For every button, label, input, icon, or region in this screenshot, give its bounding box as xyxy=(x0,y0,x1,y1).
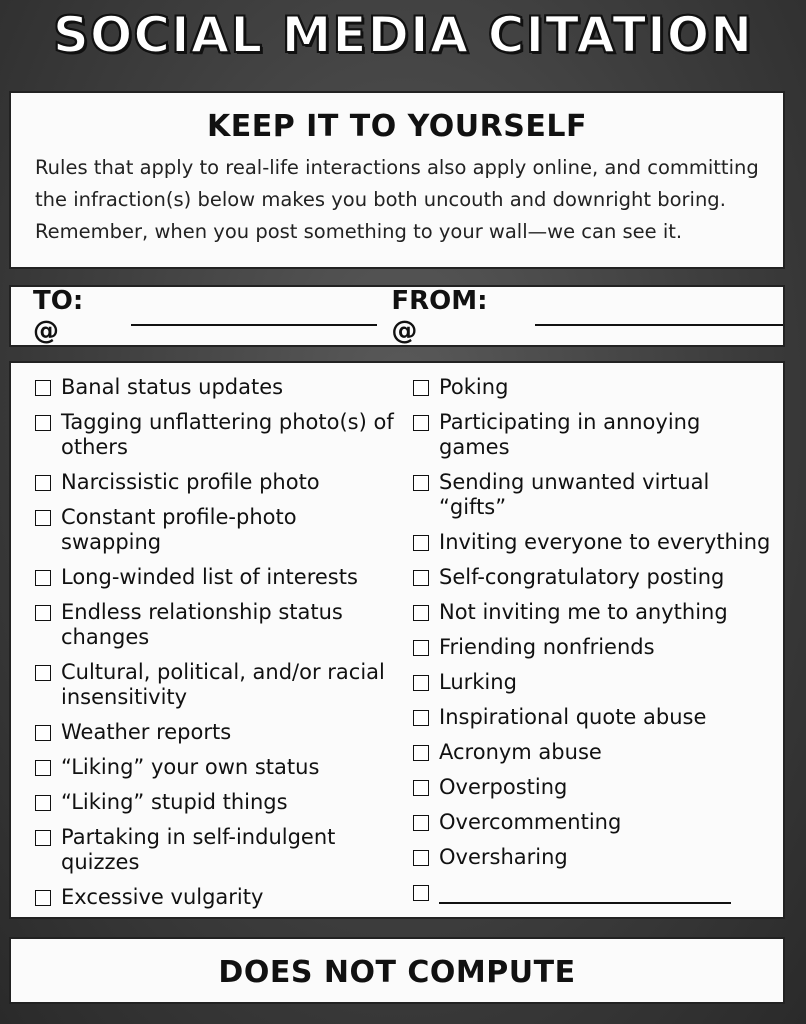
checklist-item-label: Not inviting me to anything xyxy=(439,600,728,624)
checklist-item[interactable] xyxy=(413,410,773,460)
checklist-item-label: Tagging unflattering photo(s) of others xyxy=(61,410,394,459)
checklist-item-label: Participating in annoying games xyxy=(439,410,701,459)
checklist-item-label: Oversharing xyxy=(439,845,568,869)
checklist-item-label: Excessive vulgarity xyxy=(61,885,264,909)
checklist-item-label: Banal status updates xyxy=(61,375,284,399)
checklist-item-label: Self-congratulatory posting xyxy=(439,565,725,589)
checklist-item[interactable] xyxy=(413,600,773,625)
from-field[interactable] xyxy=(535,324,783,326)
intro-line: the infraction(s) below makes you both uncouth and downright boring. xyxy=(35,188,726,211)
checklist-item-label: Partaking in self-indulgent quizzes xyxy=(61,825,336,874)
checkbox[interactable] xyxy=(35,510,51,526)
checklist-item-label: Constant profile-photo swapping xyxy=(61,505,297,554)
checkbox[interactable] xyxy=(413,780,429,796)
checklist-item[interactable] xyxy=(413,470,773,520)
custom-infraction-field[interactable] xyxy=(439,902,731,904)
checklist-item[interactable] xyxy=(35,825,395,875)
checklist-item[interactable] xyxy=(413,775,773,800)
checkbox[interactable] xyxy=(413,815,429,831)
checklist-item[interactable] xyxy=(413,705,773,730)
checkbox[interactable] xyxy=(35,475,51,491)
page-title: SOCIAL MEDIA CITATION xyxy=(52,6,754,64)
to-from-panel xyxy=(9,285,785,347)
intro-panel xyxy=(9,91,785,269)
checklist-left-column xyxy=(35,375,395,910)
checkbox[interactable] xyxy=(35,830,51,846)
intro-line: Rules that apply to real-life interactions also apply online, and committing xyxy=(35,156,759,179)
intro-line: Remember, when you post something to your wall—we can see it. xyxy=(35,220,683,243)
checkbox[interactable] xyxy=(413,640,429,656)
checklist-item-label: Sending unwanted virtual “gifts” xyxy=(439,470,710,519)
intro-heading: KEEP IT TO YOURSELF xyxy=(207,109,587,144)
checklist-item-label: “Liking” stupid things xyxy=(61,790,288,814)
checkbox[interactable] xyxy=(35,380,51,396)
checkbox[interactable] xyxy=(35,725,51,741)
checkbox[interactable] xyxy=(35,570,51,586)
checklist-right-column xyxy=(413,375,773,904)
checkbox[interactable] xyxy=(413,380,429,396)
checklist-item-label: Overcommenting xyxy=(439,810,622,834)
checklist-item[interactable] xyxy=(35,565,395,590)
checkbox[interactable] xyxy=(413,535,429,551)
checkbox[interactable] xyxy=(413,710,429,726)
intro-text xyxy=(35,152,765,248)
checkbox[interactable] xyxy=(413,745,429,761)
checkbox[interactable] xyxy=(35,665,51,681)
checklist-panel xyxy=(9,361,785,919)
checkbox[interactable] xyxy=(413,675,429,691)
checkbox[interactable] xyxy=(35,795,51,811)
checkbox[interactable] xyxy=(413,570,429,586)
checklist-item[interactable] xyxy=(35,470,395,495)
checklist-item[interactable] xyxy=(35,505,395,555)
to-label: TO: @ xyxy=(33,286,84,346)
checkbox[interactable] xyxy=(35,415,51,431)
checklist-item[interactable] xyxy=(35,790,395,815)
checklist-item[interactable] xyxy=(413,635,773,660)
checklist-item-label: Poking xyxy=(439,375,509,399)
checkbox[interactable] xyxy=(35,760,51,776)
checklist-item[interactable] xyxy=(35,600,395,650)
footer-verdict: DOES NOT COMPUTE xyxy=(218,955,576,990)
checkbox[interactable] xyxy=(413,850,429,866)
checkbox[interactable] xyxy=(413,415,429,431)
checklist-item[interactable] xyxy=(413,565,773,590)
checkbox[interactable] xyxy=(413,475,429,491)
checklist-item-label: Acronym abuse xyxy=(439,740,602,764)
checklist-item-label: Friending nonfriends xyxy=(439,635,655,659)
checklist-item[interactable] xyxy=(35,755,395,780)
checklist-item-label: Inviting everyone to everything xyxy=(439,530,771,554)
checklist-item[interactable] xyxy=(35,660,395,710)
checklist-item-label: Inspirational quote abuse xyxy=(439,705,707,729)
checklist-item[interactable] xyxy=(413,530,773,555)
checklist-item[interactable] xyxy=(413,810,773,835)
checkbox[interactable] xyxy=(413,885,429,901)
footer-panel xyxy=(9,937,785,1004)
checklist-item[interactable] xyxy=(35,375,395,400)
checklist-item-label: Weather reports xyxy=(61,720,232,744)
checklist-item-label: Narcissistic profile photo xyxy=(61,470,320,494)
checkbox[interactable] xyxy=(413,605,429,621)
checklist-item[interactable] xyxy=(35,720,395,745)
to-field[interactable] xyxy=(131,324,377,326)
from-label: FROM: @ xyxy=(391,286,488,346)
checkbox[interactable] xyxy=(35,605,51,621)
checklist-item-label: Long-winded list of interests xyxy=(61,565,358,589)
checklist-item-label: Endless relationship status changes xyxy=(61,600,343,649)
checklist-item-label: “Liking” your own status xyxy=(61,755,320,779)
checkbox[interactable] xyxy=(35,890,51,906)
checklist-item[interactable] xyxy=(35,410,395,460)
checklist-item[interactable] xyxy=(35,885,395,910)
checklist-item[interactable] xyxy=(413,670,773,695)
checklist-item-label: Lurking xyxy=(439,670,517,694)
checklist-item-label: Overposting xyxy=(439,775,568,799)
checklist-item[interactable] xyxy=(413,375,773,400)
checklist-item-custom[interactable] xyxy=(413,880,773,904)
checklist-item[interactable] xyxy=(413,845,773,870)
checklist-item-label: Cultural, political, and/or racial insensitivity xyxy=(61,660,385,709)
checklist-item[interactable] xyxy=(413,740,773,765)
